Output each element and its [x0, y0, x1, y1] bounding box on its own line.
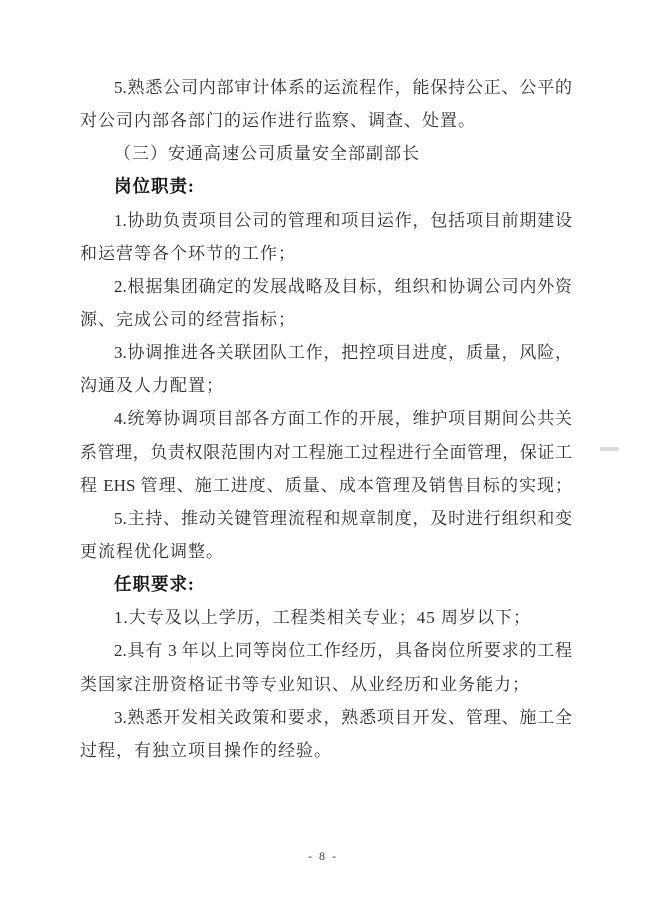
text-line: 过程，有独立项目操作的经验。 — [80, 740, 332, 760]
revision-mark-dash — [600, 447, 619, 451]
paragraph — [80, 601, 572, 634]
text-line: 3.熟悉开发相关政策和要求，熟悉项目开发、管理、施工全 — [114, 707, 572, 727]
paragraph — [80, 634, 572, 700]
paragraph — [80, 204, 572, 270]
text-line: 和运营等各个环节的工作； — [80, 243, 296, 263]
text-line: 任职要求: — [114, 574, 195, 595]
text-line: 2.根据集团确定的发展战略及目标，组织和协调公司内外资 — [114, 276, 572, 296]
text-line: 程 EHS 管理、施工进度、质量、成本管理及销售目标的实现； — [80, 475, 572, 495]
text-line: 源、完成公司的经营指标； — [80, 309, 296, 329]
text-line: （三）安通高速公司质量安全部副部长 — [114, 144, 420, 164]
paragraph — [80, 502, 572, 568]
text-line: 类国家注册资格证书等专业知识、从业经历和业务能力； — [80, 674, 530, 694]
section-heading — [80, 568, 572, 601]
paragraph — [80, 402, 572, 501]
section-heading — [80, 170, 572, 203]
text-line: 沟通及人力配置； — [80, 376, 224, 396]
text-line: 2.具有 3 年以上同等岗位工作经历，具备岗位所要求的工程 — [114, 641, 572, 661]
page-number: - 8 - — [308, 849, 338, 863]
text-line: 3.协调推进各关联团队工作，把控项目进度，质量，风险， — [114, 343, 572, 363]
paragraph — [80, 270, 572, 336]
text-line: 1.大专及以上学历，工程类相关专业；45 周岁以下； — [114, 608, 531, 628]
paragraph — [80, 71, 572, 137]
document-body — [80, 71, 572, 767]
text-line: 5.主持、推动关键管理流程和规章制度，及时进行组织和变 — [114, 508, 572, 528]
paragraph — [80, 701, 572, 767]
text-line: 系管理，负责权限范围内对工程施工过程进行全面管理，保证工 — [80, 442, 572, 462]
text-line: 对公司内部各部门的运作进行监察、调查、处置。 — [80, 111, 476, 131]
paragraph — [80, 137, 572, 170]
text-line: 更流程优化调整。 — [80, 541, 224, 561]
text-line: 5.熟悉公司内部审计体系的运流程作，能保持公正、公平的 — [114, 78, 572, 97]
text-line: 岗位职责: — [114, 176, 195, 197]
paragraph — [80, 336, 572, 402]
text-line: 1.协助负责项目公司的管理和项目运作，包括项目前期建设 — [114, 210, 572, 230]
text-line: 4.统筹协调项目部各方面工作的开展，维护项目期间公共关 — [114, 409, 572, 429]
